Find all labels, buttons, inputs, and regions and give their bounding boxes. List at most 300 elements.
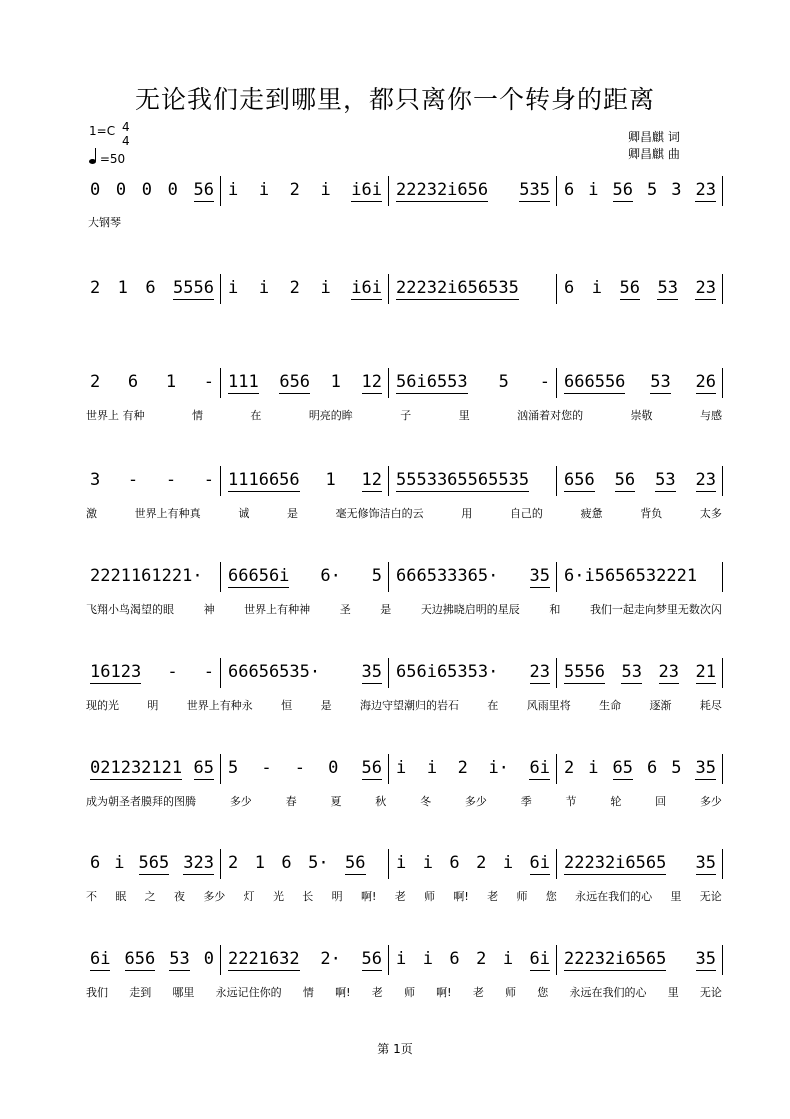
- note-group: -: [261, 758, 272, 778]
- lyric-syllable: 恒: [281, 699, 293, 712]
- lyric-syllable: 老: [487, 890, 499, 903]
- measure-notes: [90, 372, 214, 392]
- bar-line: [722, 945, 723, 975]
- measure-notes: [228, 758, 382, 780]
- lyric-syllable: 毫无修饰洁白的云: [335, 507, 424, 520]
- note-group: 6: [90, 853, 101, 873]
- note-group: i: [320, 278, 331, 298]
- note-group: i·: [488, 758, 509, 778]
- note-group: i: [396, 853, 407, 873]
- time-signature-bottom: 4: [122, 134, 130, 148]
- note-group: 65: [612, 758, 633, 778]
- bar-line: [722, 658, 723, 688]
- lyric-syllable: 逐渐: [649, 699, 672, 712]
- lyric-syllable: 轮: [610, 795, 622, 808]
- lyric-syllable: 里: [667, 986, 679, 999]
- lyric-syllable: 多少: [464, 795, 487, 808]
- lyric-syllable: 啊!: [335, 986, 351, 999]
- lyric-syllable: 生命: [599, 699, 622, 712]
- note-group: 535: [519, 180, 550, 200]
- measure-notes: [396, 372, 550, 394]
- measure-notes: [564, 180, 716, 202]
- measure-notes: [396, 180, 550, 202]
- lyric-syllable: 永远在我们的心: [569, 986, 647, 999]
- lyric-syllable: 耗尽: [699, 699, 722, 712]
- note-group: 6: [564, 278, 575, 298]
- note-group: 3: [90, 470, 101, 490]
- lyric-syllable: 师: [516, 890, 528, 903]
- note-group: 56: [619, 278, 640, 298]
- note-group: i: [258, 180, 270, 200]
- note-group: 56: [193, 180, 214, 200]
- lyric-row: [86, 888, 722, 904]
- page-footer: 第 1页: [377, 1042, 413, 1056]
- note-group: i: [114, 853, 125, 873]
- note-group: 23: [695, 470, 716, 490]
- key-signature: 1=C: [89, 124, 116, 138]
- bar-line: [388, 754, 389, 784]
- note-group: -: [127, 470, 139, 490]
- lyric-syllable: 之: [144, 890, 156, 903]
- note-group: 1: [325, 470, 336, 490]
- note-group: 56i6553: [396, 372, 468, 392]
- note-group: 5: [371, 566, 382, 586]
- score-system: [0, 180, 790, 240]
- page-title: 无论我们走到哪里，都只离你一个转身的距离: [134, 85, 655, 114]
- measure-notes: [564, 470, 716, 492]
- measure-notes: [228, 949, 382, 971]
- note-group: 656: [124, 949, 156, 969]
- lyric-syllable: 我们: [86, 986, 108, 999]
- note-group: 56: [612, 180, 633, 200]
- measure-notes: [564, 278, 716, 300]
- note-group: 6: [281, 853, 292, 873]
- measure-notes: [396, 853, 550, 875]
- bar-line: [722, 754, 723, 784]
- bar-line: [220, 368, 221, 398]
- bar-line: [220, 466, 221, 496]
- lyric-syllable: 子: [400, 409, 412, 422]
- lyric-syllable: 师: [505, 986, 517, 999]
- note-group: i: [591, 278, 602, 298]
- lyric-syllable: 师: [424, 890, 436, 903]
- note-group: 6i: [90, 949, 111, 969]
- score-system: [0, 566, 790, 626]
- measure-notes: [90, 180, 214, 202]
- measure-notes: [564, 662, 716, 684]
- bar-line: [556, 658, 557, 688]
- note-group: 35: [529, 566, 550, 586]
- lyric-syllable: 在: [250, 409, 262, 422]
- note-group: 0: [167, 180, 178, 200]
- lyric-syllable: 海边守望潮归的岩石: [359, 699, 459, 712]
- lyric-syllable: 多少: [203, 890, 226, 903]
- bar-line: [388, 849, 389, 879]
- lyric-syllable: 圣: [339, 603, 351, 616]
- note-group: 1116656: [228, 470, 300, 490]
- lyric-syllable: 用: [461, 507, 473, 520]
- note-group: 53: [621, 662, 642, 682]
- bar-line: [556, 754, 557, 784]
- time-signature-top: 4: [122, 120, 130, 134]
- note-group: 6: [449, 853, 460, 873]
- note-group: 6i: [529, 853, 550, 873]
- lyric-syllable: 我们一起走向梦里无数次闪: [589, 603, 722, 616]
- bar-line: [556, 945, 557, 975]
- note-group: 6·i5656532221: [564, 566, 698, 586]
- bar-line: [220, 945, 221, 975]
- note-group: 666533365·: [396, 566, 499, 586]
- note-group: 53: [169, 949, 190, 969]
- tempo-value: =50: [99, 152, 126, 166]
- lyric-syllable: 自己的: [509, 507, 543, 520]
- note-group: 2: [457, 758, 468, 778]
- bar-line: [388, 466, 389, 496]
- lyric-syllable: 飞翔小鸟渴望的眼: [86, 603, 174, 616]
- lyric-syllable: 师: [403, 986, 415, 999]
- bar-line: [556, 176, 557, 206]
- lyric-syllable: 激: [86, 507, 97, 520]
- note-group: -: [203, 470, 214, 490]
- lyric-syllable: 节: [565, 795, 577, 808]
- note-group: 5553365565535: [396, 470, 530, 490]
- bar-line: [722, 466, 723, 496]
- lyric-syllable: 永远在我们的心: [575, 890, 653, 903]
- note-group: 16123: [90, 662, 142, 682]
- measure-notes: [564, 566, 716, 586]
- bar-line: [220, 176, 221, 206]
- bar-line: [388, 562, 389, 592]
- note-group: 22232i656535: [396, 278, 519, 298]
- note-group: 6·: [320, 566, 341, 586]
- note-group: 1: [165, 372, 177, 392]
- note-group: i: [588, 180, 599, 200]
- note-group: 22232i6565: [564, 949, 667, 969]
- note-group: 0: [90, 180, 101, 200]
- bar-line: [220, 754, 221, 784]
- score-system: [0, 662, 790, 722]
- bar-line: [722, 274, 723, 304]
- note-group: 323: [183, 853, 214, 873]
- score-system: [0, 758, 790, 818]
- note-group: i: [228, 278, 239, 298]
- note-group: 53: [655, 470, 676, 490]
- note-group: 65: [193, 758, 214, 778]
- note-group: 26: [695, 372, 716, 392]
- note-group: i: [422, 949, 433, 969]
- measure-notes: [564, 949, 716, 971]
- note-group: 0: [328, 758, 339, 778]
- note-group: 56: [361, 949, 382, 969]
- bar-line: [722, 368, 723, 398]
- note-group: 2: [476, 853, 487, 873]
- note-group: 23: [695, 278, 716, 298]
- bar-line: [220, 849, 221, 879]
- lyric-syllable: 是: [320, 699, 332, 712]
- note-group: 53: [657, 278, 678, 298]
- lyric-syllable: 与感: [700, 409, 722, 422]
- lyric-syllable: 是: [286, 507, 298, 520]
- bar-line: [388, 176, 389, 206]
- note-group: -: [203, 372, 214, 392]
- note-group: 5: [671, 758, 682, 778]
- lyric-syllable: 走到: [129, 986, 152, 999]
- note-group: 2: [90, 372, 101, 392]
- lyric-syllable: 眠: [115, 890, 127, 903]
- measure-notes: [228, 180, 382, 202]
- note-group: i: [426, 758, 438, 778]
- measure-notes: [90, 662, 214, 684]
- lyric-syllable: 情: [302, 986, 314, 999]
- lyric-syllable: 太多: [699, 507, 722, 520]
- note-group: i: [258, 278, 270, 298]
- lyric-syllable: 季: [520, 795, 532, 808]
- measure-notes: [396, 662, 550, 684]
- lyric-syllable: 明: [331, 890, 343, 903]
- note-group: 23: [529, 662, 550, 682]
- bar-line: [556, 368, 557, 398]
- lyric-syllable: 灯: [243, 890, 255, 903]
- note-group: i: [588, 758, 599, 778]
- lyric-syllable: 明: [147, 699, 159, 712]
- note-group: 6: [449, 949, 460, 969]
- lyric-syllable: 您: [545, 890, 557, 903]
- note-group: 35: [695, 853, 716, 873]
- measure-notes: [90, 853, 214, 875]
- note-group: 2: [476, 949, 487, 969]
- note-group: 0: [115, 180, 127, 200]
- lyric-syllable: 夏: [330, 795, 342, 808]
- tempo-marking: [89, 152, 125, 166]
- lyric-syllable: 回: [655, 795, 667, 808]
- measure-notes: [564, 853, 716, 875]
- bar-line: [388, 945, 389, 975]
- bar-line: [722, 176, 723, 206]
- lyric-syllable: 世界上有种真: [134, 507, 201, 520]
- note-group: i: [502, 853, 514, 873]
- bar-line: [722, 562, 723, 592]
- note-group: 6i: [529, 758, 550, 778]
- note-group: 5: [646, 180, 658, 200]
- composer-credit: 卿昌麒 曲: [628, 147, 680, 161]
- note-group: i: [422, 853, 433, 873]
- lyric-syllable: 世界上 有种: [86, 409, 145, 422]
- lyric-row: [86, 407, 722, 423]
- measure-notes: [564, 372, 716, 394]
- measure-notes: [90, 566, 214, 586]
- lyric-syllable: 神: [203, 603, 215, 616]
- note-group: 66656i: [228, 566, 290, 586]
- note-group: -: [539, 372, 550, 392]
- bar-line: [722, 849, 723, 879]
- bar-line: [556, 562, 557, 592]
- note-group: i: [396, 949, 407, 969]
- quarter-note-icon: [89, 159, 96, 164]
- lyric-syllable: 无论: [699, 890, 722, 903]
- bar-line: [220, 658, 221, 688]
- note-group: 5556: [173, 278, 214, 298]
- lyricist-credit: 卿昌麒 词: [628, 130, 680, 144]
- note-group: 1: [254, 853, 265, 873]
- note-group: 23: [658, 662, 679, 682]
- note-group: 656: [279, 372, 311, 392]
- lyric-syllable: 多少: [699, 795, 722, 808]
- note-group: 5: [498, 372, 509, 392]
- measure-notes: [228, 853, 382, 875]
- score-system: [0, 372, 790, 432]
- lyric-syllable: 啊!: [436, 986, 452, 999]
- lyric-syllable: 老: [371, 986, 383, 999]
- note-group: i6i: [351, 278, 382, 298]
- lyric-syllable: 明亮的眸: [308, 409, 353, 422]
- measure-notes: [396, 470, 550, 492]
- lyric-row: [86, 601, 722, 617]
- lyric-syllable: 风雨里将: [526, 699, 571, 712]
- measure-notes: [90, 278, 214, 300]
- measure-notes: [228, 470, 382, 492]
- note-group: -: [294, 758, 305, 778]
- score-system: [0, 949, 790, 1009]
- lyric-syllable: 成为朝圣者膜拜的图腾: [86, 795, 196, 808]
- note-group: 56: [345, 853, 366, 873]
- note-group: 5556: [564, 662, 605, 682]
- lyric-syllable: 天边拂晓启明的星辰: [420, 603, 520, 616]
- lyric-syllable: 疲惫: [580, 507, 603, 520]
- note-group: 6: [145, 278, 156, 298]
- lyric-syllable: 和: [549, 603, 561, 616]
- note-group: 3: [671, 180, 682, 200]
- note-group: 12: [361, 372, 382, 392]
- note-group: 2221632: [228, 949, 300, 969]
- lyric-syllable: 冬: [420, 795, 432, 808]
- note-group: 21: [695, 662, 716, 682]
- note-group: 2: [90, 278, 101, 298]
- lyric-syllable: 老: [472, 986, 484, 999]
- score-system: [0, 470, 790, 530]
- instrument-label: 大钢琴: [88, 216, 121, 229]
- lyric-syllable: 多少: [229, 795, 252, 808]
- note-group: 56: [614, 470, 636, 490]
- measure-notes: [396, 949, 550, 971]
- lyric-syllable: 老: [394, 890, 406, 903]
- lyric-syllable: 背负: [640, 507, 663, 520]
- note-group: 53: [650, 372, 671, 392]
- measure-notes: [90, 470, 214, 490]
- lyric-syllable: 哪里: [172, 986, 195, 999]
- note-group: 2: [289, 278, 300, 298]
- lyric-syllable: 光: [272, 890, 284, 903]
- measure-notes: [396, 278, 550, 300]
- bar-line: [556, 274, 557, 304]
- note-group: 35: [695, 758, 716, 778]
- note-group: 5·: [308, 853, 329, 873]
- score-system: [0, 278, 790, 338]
- measure-notes: [90, 758, 214, 780]
- note-group: 56: [361, 758, 382, 778]
- lyric-syllable: 现的光: [86, 699, 119, 712]
- note-group: 2221161221·: [90, 566, 203, 586]
- bar-line: [220, 562, 221, 592]
- lyric-syllable: 不: [86, 890, 97, 903]
- measure-notes: [564, 758, 716, 780]
- note-group: -: [167, 662, 178, 682]
- note-group: 6: [127, 372, 139, 392]
- lyric-syllable: 长: [302, 890, 314, 903]
- lyric-syllable: 啊!: [360, 890, 377, 903]
- note-group: 2: [564, 758, 575, 778]
- lyric-syllable: 汹涌着对您的: [517, 409, 584, 422]
- measure-notes: [228, 566, 382, 588]
- lyric-syllable: 夜: [173, 890, 185, 903]
- bar-line: [388, 658, 389, 688]
- time-signature: [122, 120, 130, 148]
- note-group: i: [320, 180, 331, 200]
- bar-line: [388, 368, 389, 398]
- note-group: 6: [564, 180, 575, 200]
- lyric-syllable: 永远记住你的: [215, 986, 282, 999]
- lyric-row: [86, 505, 722, 521]
- note-group: 12: [361, 470, 382, 490]
- note-group: 66656535·: [228, 662, 321, 682]
- lyric-syllable: 春: [285, 795, 297, 808]
- note-group: 656i65353·: [396, 662, 499, 682]
- note-group: i6i: [351, 180, 382, 200]
- note-group: 1: [330, 372, 341, 392]
- bar-line: [220, 274, 221, 304]
- lyric-row: [86, 697, 722, 713]
- lyric-syllable: 世界上有种神: [244, 603, 311, 616]
- measure-notes: [90, 949, 214, 971]
- note-group: 021232121: [90, 758, 183, 778]
- note-group: 6: [646, 758, 658, 778]
- note-group: 2·: [320, 949, 341, 969]
- lyric-syllable: 里: [458, 409, 470, 422]
- lyric-syllable: 崇敬: [630, 409, 653, 422]
- note-group: 1: [117, 278, 128, 298]
- lyric-syllable: 秋: [375, 795, 387, 808]
- lyric-syllable: 您: [537, 986, 549, 999]
- measure-notes: [228, 278, 382, 300]
- lyric-syllable: 诚: [238, 507, 250, 520]
- note-group: i: [228, 180, 239, 200]
- note-group: 35: [361, 662, 382, 682]
- measure-notes: [228, 372, 382, 394]
- note-group: 35: [695, 949, 716, 969]
- lyric-syllable: 在: [487, 699, 499, 712]
- note-group: 565: [138, 853, 170, 873]
- score-system: [0, 853, 790, 913]
- bar-line: [556, 849, 557, 879]
- note-group: 656: [564, 470, 595, 490]
- lyric-syllable: 啊!: [453, 890, 469, 903]
- lyric-syllable: 世界上有种永: [186, 699, 253, 712]
- measure-notes: [228, 662, 382, 684]
- note-group: 6i: [529, 949, 550, 969]
- lyric-row: [86, 984, 722, 1000]
- lyric-syllable: 情: [191, 409, 203, 422]
- note-group: 0: [141, 180, 152, 200]
- note-group: -: [165, 470, 177, 490]
- lyric-syllable: 里: [670, 890, 682, 903]
- note-group: 22232i6565: [564, 853, 667, 873]
- note-group: 2: [228, 853, 239, 873]
- lyric-syllable: 无论: [699, 986, 722, 999]
- note-group: 22232i656: [396, 180, 489, 200]
- note-group: 5: [228, 758, 239, 778]
- lyric-syllable: 是: [380, 603, 392, 616]
- note-group: i: [396, 758, 407, 778]
- lyric-row: [86, 793, 722, 809]
